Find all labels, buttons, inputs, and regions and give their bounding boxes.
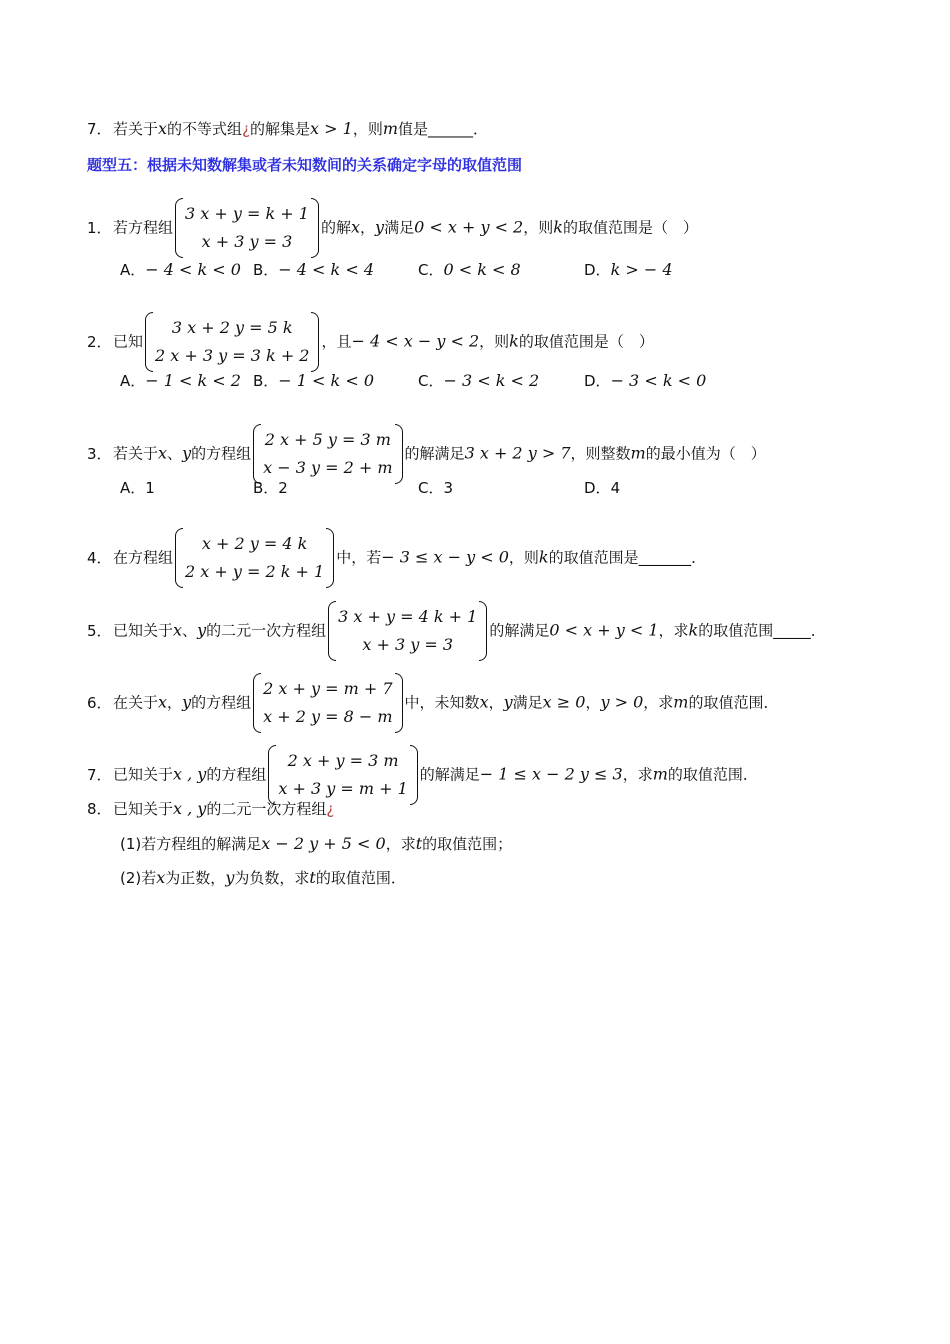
option-text: k > − 4 bbox=[610, 260, 673, 279]
text: 的取值范围是（ ） bbox=[518, 332, 654, 351]
math: x bbox=[479, 692, 489, 712]
math: x − 2 y + 5 < 0 bbox=[261, 834, 386, 853]
text: 若 bbox=[141, 869, 157, 887]
equation: 2 x + y = 2 k + 1 bbox=[185, 562, 325, 581]
option-label: D． bbox=[584, 479, 611, 497]
option-d[interactable] bbox=[584, 478, 620, 498]
option-text: 2 bbox=[278, 479, 288, 497]
math: y bbox=[225, 868, 235, 887]
option-c[interactable] bbox=[418, 371, 539, 391]
option-label: A． bbox=[120, 261, 146, 279]
question-7 bbox=[87, 745, 758, 805]
math: k bbox=[553, 217, 563, 237]
math: x > 1 bbox=[310, 119, 353, 138]
text: 的不等式组 bbox=[167, 120, 243, 138]
option-text: − 1 < k < 2 bbox=[145, 371, 241, 390]
math: y bbox=[503, 692, 513, 712]
question-4 bbox=[87, 528, 706, 588]
math: m bbox=[652, 764, 668, 784]
missing-glyph: ¿ bbox=[326, 800, 335, 818]
text: 已知关于 bbox=[113, 621, 174, 640]
text: 若方程组 bbox=[113, 218, 174, 237]
text: 已知 bbox=[113, 332, 144, 351]
equation-system bbox=[145, 312, 319, 372]
math: − 3 ≤ x − y < 0 bbox=[381, 547, 509, 567]
text: 的解集是 bbox=[250, 120, 311, 138]
question-number: 4． bbox=[87, 548, 112, 567]
equation-system bbox=[253, 673, 402, 733]
text: 、 bbox=[167, 444, 183, 463]
equation: 2 x + 3 y = 3 k + 2 bbox=[155, 346, 310, 365]
question-number: 6． bbox=[87, 693, 112, 712]
text: 为负数，求 bbox=[234, 869, 310, 887]
option-label: D． bbox=[584, 261, 611, 279]
question-8-part-1 bbox=[120, 834, 512, 854]
text: 的解 bbox=[320, 218, 351, 237]
option-label: C． bbox=[418, 261, 444, 279]
text: 的最小值为（ ） bbox=[645, 444, 766, 463]
question-8 bbox=[87, 799, 334, 819]
math: x bbox=[158, 443, 168, 463]
text: ，求 bbox=[643, 693, 674, 712]
option-label: B． bbox=[253, 261, 279, 279]
equation: 3 x + 2 y = 5 k bbox=[171, 318, 293, 337]
equation: x − 3 y = 2 + m bbox=[263, 458, 393, 477]
text: 在关于 bbox=[113, 693, 159, 712]
text: 的方程组 bbox=[191, 693, 252, 712]
math: y bbox=[182, 443, 192, 463]
option-text: 0 < k < 8 bbox=[443, 260, 521, 279]
math: k bbox=[538, 547, 549, 567]
math: x bbox=[350, 217, 360, 237]
option-text: − 3 < k < 0 bbox=[610, 371, 707, 390]
option-text: − 4 < k < 0 bbox=[145, 260, 241, 279]
text: 若关于 bbox=[113, 444, 159, 463]
text: ，则整数 bbox=[570, 444, 631, 463]
math: k bbox=[509, 331, 519, 351]
question-number: 5． bbox=[87, 621, 112, 640]
question-7-inequality bbox=[87, 119, 488, 139]
text: 若方程组的解满足 bbox=[141, 835, 262, 853]
question-3 bbox=[87, 424, 766, 484]
text: ，求 bbox=[658, 621, 689, 640]
equation-system bbox=[175, 198, 319, 258]
text: ，则 bbox=[523, 218, 554, 237]
equation: 2 x + y = 3 m bbox=[287, 751, 399, 770]
text: 的解满足 bbox=[419, 765, 480, 784]
text: 的解满足 bbox=[489, 621, 550, 640]
option-b[interactable] bbox=[253, 371, 374, 391]
part-label: (1) bbox=[120, 835, 142, 853]
text: 的方程组 bbox=[206, 765, 267, 784]
math: m bbox=[630, 443, 646, 463]
text: ，求 bbox=[622, 765, 653, 784]
text: ，求 bbox=[385, 835, 416, 853]
text: ，则 bbox=[508, 548, 539, 567]
text: 中，未知数 bbox=[404, 693, 480, 712]
text: 值是______． bbox=[398, 120, 489, 138]
text: 满足 bbox=[384, 218, 415, 237]
text: 已知关于 bbox=[113, 800, 174, 818]
option-label: C． bbox=[418, 479, 444, 497]
option-b[interactable] bbox=[253, 478, 288, 498]
text: 、 bbox=[182, 621, 198, 640]
option-text: − 4 < k < 4 bbox=[278, 260, 374, 279]
math: x bbox=[158, 119, 168, 138]
text: 的取值范围． bbox=[315, 869, 406, 887]
option-label: C． bbox=[418, 372, 444, 390]
equation: x + 3 y = m + 1 bbox=[278, 779, 408, 798]
question-6 bbox=[87, 673, 778, 733]
math: x ≥ 0 bbox=[542, 692, 586, 712]
option-label: B． bbox=[253, 479, 279, 497]
equation-system bbox=[175, 528, 334, 588]
text: ，且 bbox=[321, 332, 352, 351]
text: 在方程组 bbox=[113, 548, 174, 567]
option-a[interactable] bbox=[120, 478, 155, 498]
option-d[interactable] bbox=[584, 371, 706, 391]
text: 已知关于 bbox=[113, 765, 174, 784]
text: 的取值范围； bbox=[422, 835, 513, 853]
math: x , y bbox=[173, 764, 207, 784]
math: 0 < x + y < 1 bbox=[549, 620, 659, 640]
option-d[interactable] bbox=[584, 260, 673, 280]
equation: x + 2 y = 4 k bbox=[201, 534, 308, 553]
section-heading: 题型五：根据未知数解集或者未知数间的关系确定字母的取值范围 bbox=[87, 156, 523, 174]
text: ， bbox=[360, 218, 376, 237]
text: 的取值范围． bbox=[667, 765, 758, 784]
text: 中，若 bbox=[336, 548, 382, 567]
question-number: 1． bbox=[87, 218, 112, 237]
text: ，则 bbox=[479, 332, 510, 351]
equation-system bbox=[253, 424, 402, 484]
math: y bbox=[375, 217, 385, 237]
text: 的取值范围． bbox=[688, 693, 779, 712]
question-5 bbox=[87, 601, 826, 661]
math: x bbox=[156, 868, 166, 887]
option-c[interactable] bbox=[418, 478, 453, 498]
option-label: B． bbox=[253, 372, 279, 390]
text: 满足 bbox=[512, 693, 543, 712]
text: ， bbox=[167, 693, 183, 712]
question-number: 7． bbox=[87, 765, 112, 784]
option-text: 4 bbox=[610, 479, 621, 497]
equation: 3 x + y = k + 1 bbox=[185, 204, 309, 223]
text: 若关于 bbox=[113, 120, 159, 138]
option-text: − 1 < k < 0 bbox=[278, 371, 374, 390]
equation-system bbox=[328, 601, 487, 661]
equation: 2 x + y = m + 7 bbox=[263, 679, 393, 698]
math: 3 x + 2 y > 7 bbox=[464, 443, 571, 463]
math: k bbox=[688, 620, 699, 640]
question-1 bbox=[87, 198, 698, 258]
math: − 1 ≤ x − 2 y ≤ 3 bbox=[479, 764, 623, 784]
text: ， bbox=[585, 693, 601, 712]
option-label: D． bbox=[584, 372, 611, 390]
text: ， bbox=[488, 693, 504, 712]
option-b[interactable] bbox=[253, 260, 374, 280]
text: 的取值范围是（ ） bbox=[562, 218, 698, 237]
option-a[interactable] bbox=[120, 260, 241, 280]
math: t bbox=[309, 868, 316, 887]
question-2 bbox=[87, 312, 654, 372]
math: x bbox=[173, 620, 183, 640]
question-8-part-2 bbox=[120, 868, 406, 888]
question-number: 8． bbox=[87, 800, 112, 818]
text: 的方程组 bbox=[191, 444, 252, 463]
option-text: 3 bbox=[443, 479, 454, 497]
equation: 3 x + y = 4 k + 1 bbox=[338, 607, 478, 626]
math: t bbox=[415, 834, 423, 853]
math: y > 0 bbox=[600, 692, 644, 712]
equation: x + 3 y = 3 bbox=[201, 232, 293, 251]
text: 的取值范围_____． bbox=[698, 621, 826, 640]
math: y bbox=[182, 692, 192, 712]
text: 为正数， bbox=[165, 869, 226, 887]
equation-system bbox=[268, 745, 417, 805]
question-number: 3． bbox=[87, 444, 112, 463]
option-label: A． bbox=[120, 479, 146, 497]
text: 的二元一次方程组 bbox=[206, 621, 327, 640]
text: 的二元一次方程组 bbox=[206, 800, 327, 818]
text: 的取值范围是_______． bbox=[548, 548, 707, 567]
math: y bbox=[197, 620, 207, 640]
math: 0 < x + y < 2 bbox=[414, 217, 524, 237]
option-a[interactable] bbox=[120, 371, 241, 391]
part-label: (2) bbox=[120, 869, 142, 887]
question-number: 7． bbox=[87, 120, 112, 138]
equation: x + 3 y = 3 bbox=[362, 635, 454, 654]
option-text: 1 bbox=[145, 479, 155, 497]
option-label: A． bbox=[120, 372, 146, 390]
math: x bbox=[158, 692, 168, 712]
text: ，则 bbox=[352, 120, 383, 138]
equation: x + 2 y = 8 − m bbox=[263, 707, 393, 726]
math: − 4 < x − y < 2 bbox=[351, 331, 480, 351]
equation: 2 x + 5 y = 3 m bbox=[264, 430, 391, 449]
math: m bbox=[382, 119, 399, 138]
missing-glyph: ¿ bbox=[242, 120, 251, 138]
option-c[interactable] bbox=[418, 260, 521, 280]
text: 的解满足 bbox=[404, 444, 465, 463]
math: x , y bbox=[173, 799, 207, 818]
math: m bbox=[673, 692, 689, 712]
question-number: 2． bbox=[87, 332, 112, 351]
option-text: − 3 < k < 2 bbox=[443, 371, 540, 390]
